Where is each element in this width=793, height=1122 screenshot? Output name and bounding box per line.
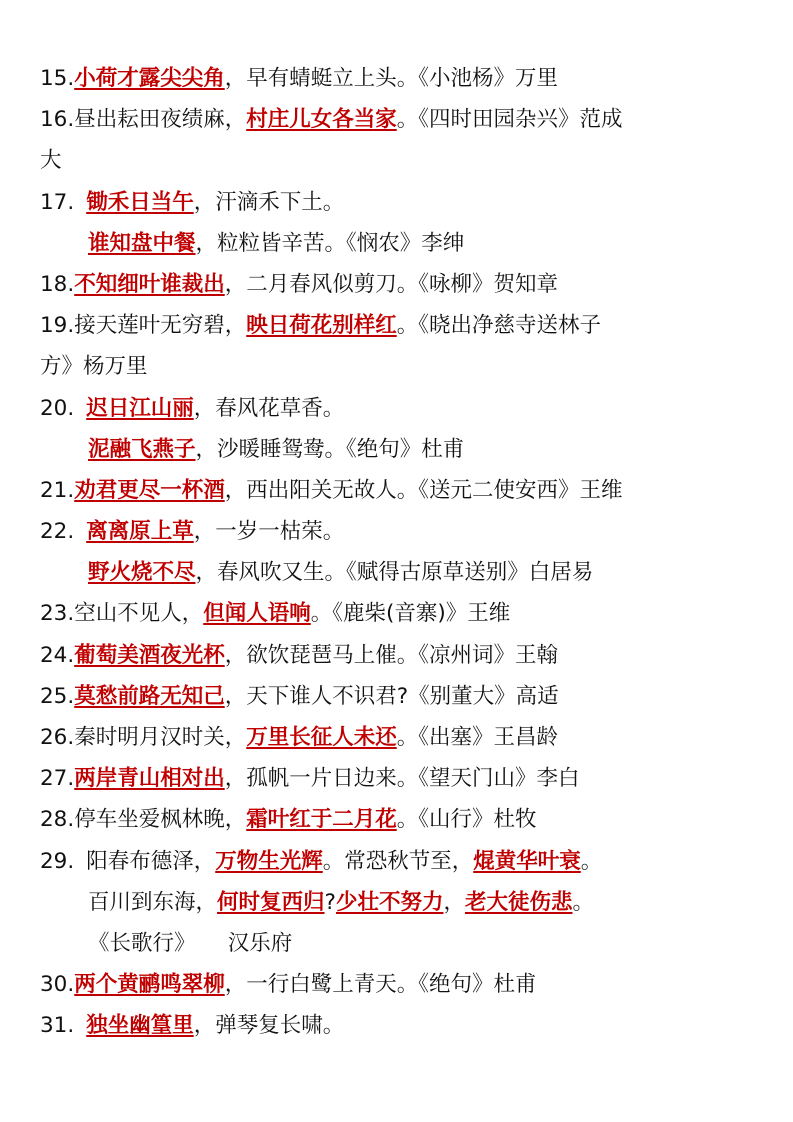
- poem-line: [40, 882, 740, 923]
- line-number: 16.: [40, 107, 75, 133]
- line-number: 24.: [40, 642, 75, 668]
- poem-text: ，一岁一枯荣。: [193, 519, 345, 545]
- fill-in-answer: 锄禾日当午: [86, 189, 194, 215]
- fill-in-answer: 但闻人语响: [203, 601, 311, 627]
- poem-text: 停车坐爱枫林晚，: [74, 807, 247, 833]
- poem-line: [40, 429, 740, 470]
- poem-text: ，弹琴复长啸。: [193, 1013, 345, 1039]
- line-number: 28.: [40, 807, 75, 833]
- poem-text: 昼出耘田夜绩麻，: [74, 107, 247, 133]
- poem-line: [40, 182, 740, 223]
- poem-text: 。: [572, 889, 595, 915]
- poem-line: [40, 552, 740, 593]
- fill-in-answer: 野火烧不尽: [88, 560, 196, 586]
- line-number: 30.: [40, 972, 75, 998]
- poem-text: 空山不见人，: [74, 601, 204, 627]
- line-number: 22.: [40, 519, 75, 545]
- poem-line: [40, 923, 740, 964]
- poem-text: ，沙暖睡鸳鸯。《绝句》杜甫: [195, 436, 465, 462]
- line-number: 26.: [40, 725, 75, 750]
- line-number: 31.: [40, 1013, 75, 1039]
- fill-in-answer: 少壮不努力: [335, 889, 444, 915]
- poem-line: [40, 676, 740, 717]
- fill-in-answer: 老大徒伤悲: [464, 889, 573, 915]
- poem-line: [40, 841, 740, 882]
- poem-line: [40, 223, 740, 264]
- poem-line: [40, 346, 740, 387]
- poem-text: 。常恐秋节至，: [322, 848, 474, 874]
- poem-line: [40, 264, 740, 305]
- line-number: 19.: [40, 313, 75, 339]
- fill-in-answer: 映日荷花别样红: [246, 313, 397, 339]
- fill-in-answer: 霜叶红于二月花: [246, 807, 397, 833]
- poem-line: [40, 388, 740, 429]
- poem-text: ，早有蜻蜓立上头。《小池杨》万里: [224, 66, 558, 91]
- line-number: 27.: [40, 766, 75, 792]
- poem-text: 。《晓出净慈寺送林子: [396, 313, 601, 339]
- poem-text: ，孤帆一片日边来。《望天门山》李白: [224, 766, 580, 792]
- poem-text: ，春风花草香。: [193, 395, 345, 421]
- poem-text: 《长歌行》 汉乐府: [88, 930, 293, 956]
- poem-line: [40, 799, 740, 840]
- poem-line: [40, 964, 740, 1005]
- poem-text: ，西出阳关无故人。《送元二使安西》王维: [224, 477, 623, 503]
- fill-in-answer: 葡萄美酒夜光杯: [74, 642, 225, 668]
- fill-in-answer: 两岸青山相对出: [74, 766, 225, 792]
- fill-in-answer: 村庄儿女各当家: [246, 107, 397, 133]
- poem-line: [40, 305, 740, 346]
- poem-text: ，二月春风似剪刀。《咏柳》贺知章: [224, 271, 558, 297]
- poem-text: 。《山行》杜牧: [396, 807, 537, 833]
- poem-line: [40, 1005, 740, 1046]
- poem-text: 大: [40, 148, 62, 174]
- poem-text: ?: [324, 889, 336, 915]
- poem-text: 接天莲叶无穷碧，: [74, 313, 247, 339]
- fill-in-answer: 两个黄鹂鸣翠柳: [74, 972, 225, 998]
- poem-text: 。: [580, 848, 603, 874]
- poem-text: ，汗滴禾下土。: [193, 189, 345, 215]
- poem-text: 方》杨万里: [40, 354, 148, 380]
- poem-text: ，欲饮琵琶马上催。《凉州词》王翰: [224, 642, 558, 668]
- poem-line: [40, 593, 740, 634]
- fill-in-answer: 何时复西归: [217, 889, 325, 915]
- fill-in-answer: 泥融飞燕子: [88, 436, 196, 462]
- poem-text: ，春风吹又生。《赋得古原草送别》白居易: [195, 560, 594, 586]
- poem-line: [40, 717, 740, 758]
- fill-in-answer: 迟日江山丽: [86, 395, 194, 421]
- fill-in-answer: 离离原上草: [86, 519, 194, 545]
- poem-line: [40, 511, 740, 552]
- fill-in-answer: 莫愁前路无知己: [74, 683, 225, 709]
- fill-in-answer: 谁知盘中餐: [88, 230, 196, 256]
- line-number: 23.: [40, 601, 75, 627]
- poem-line: [40, 758, 740, 799]
- poem-text: ，粒粒皆辛苦。《悯农》李绅: [195, 230, 465, 256]
- line-number: 17.: [40, 189, 75, 215]
- poem-text: 。《鹿柴(音寨)》王维: [310, 601, 511, 627]
- line-number: 21.: [40, 477, 75, 503]
- fill-in-answer: 小荷才露尖尖角: [74, 66, 225, 91]
- poem-text: 秦时明月汉时关，: [74, 725, 247, 750]
- poem-line: [40, 99, 740, 140]
- fill-in-answer: 焜黄华叶衰: [473, 848, 581, 874]
- poem-text: ，天下谁人不识君?《别董大》高适: [224, 683, 559, 709]
- fill-in-answer: 不知细叶谁裁出: [74, 271, 225, 297]
- line-number: 18.: [40, 271, 75, 297]
- poem-text: 百川到东海，: [88, 889, 218, 915]
- poem-text: ，: [443, 889, 465, 915]
- poem-text: 。《四时田园杂兴》范成: [396, 107, 623, 133]
- poem-line: [40, 635, 740, 676]
- line-number: 25.: [40, 683, 75, 709]
- line-number: 15.: [40, 66, 75, 91]
- poem-line: [40, 470, 740, 511]
- line-number: 20.: [40, 395, 75, 421]
- poem-text: 。《出塞》王昌龄: [396, 725, 558, 750]
- poem-text: ，一行白鹭上青天。《绝句》杜甫: [224, 972, 537, 998]
- fill-in-answer: 独坐幽篁里: [86, 1013, 194, 1039]
- line-number: 29.: [40, 848, 75, 874]
- fill-in-answer: 万里长征人未还: [246, 725, 397, 750]
- poem-list: [40, 58, 740, 1047]
- poem-line: [40, 140, 740, 181]
- poem-line: [40, 58, 740, 99]
- fill-in-answer: 劝君更尽一杯酒: [74, 477, 225, 503]
- fill-in-answer: 万物生光辉: [215, 848, 323, 874]
- poem-text: 阳春布德泽，: [86, 848, 216, 874]
